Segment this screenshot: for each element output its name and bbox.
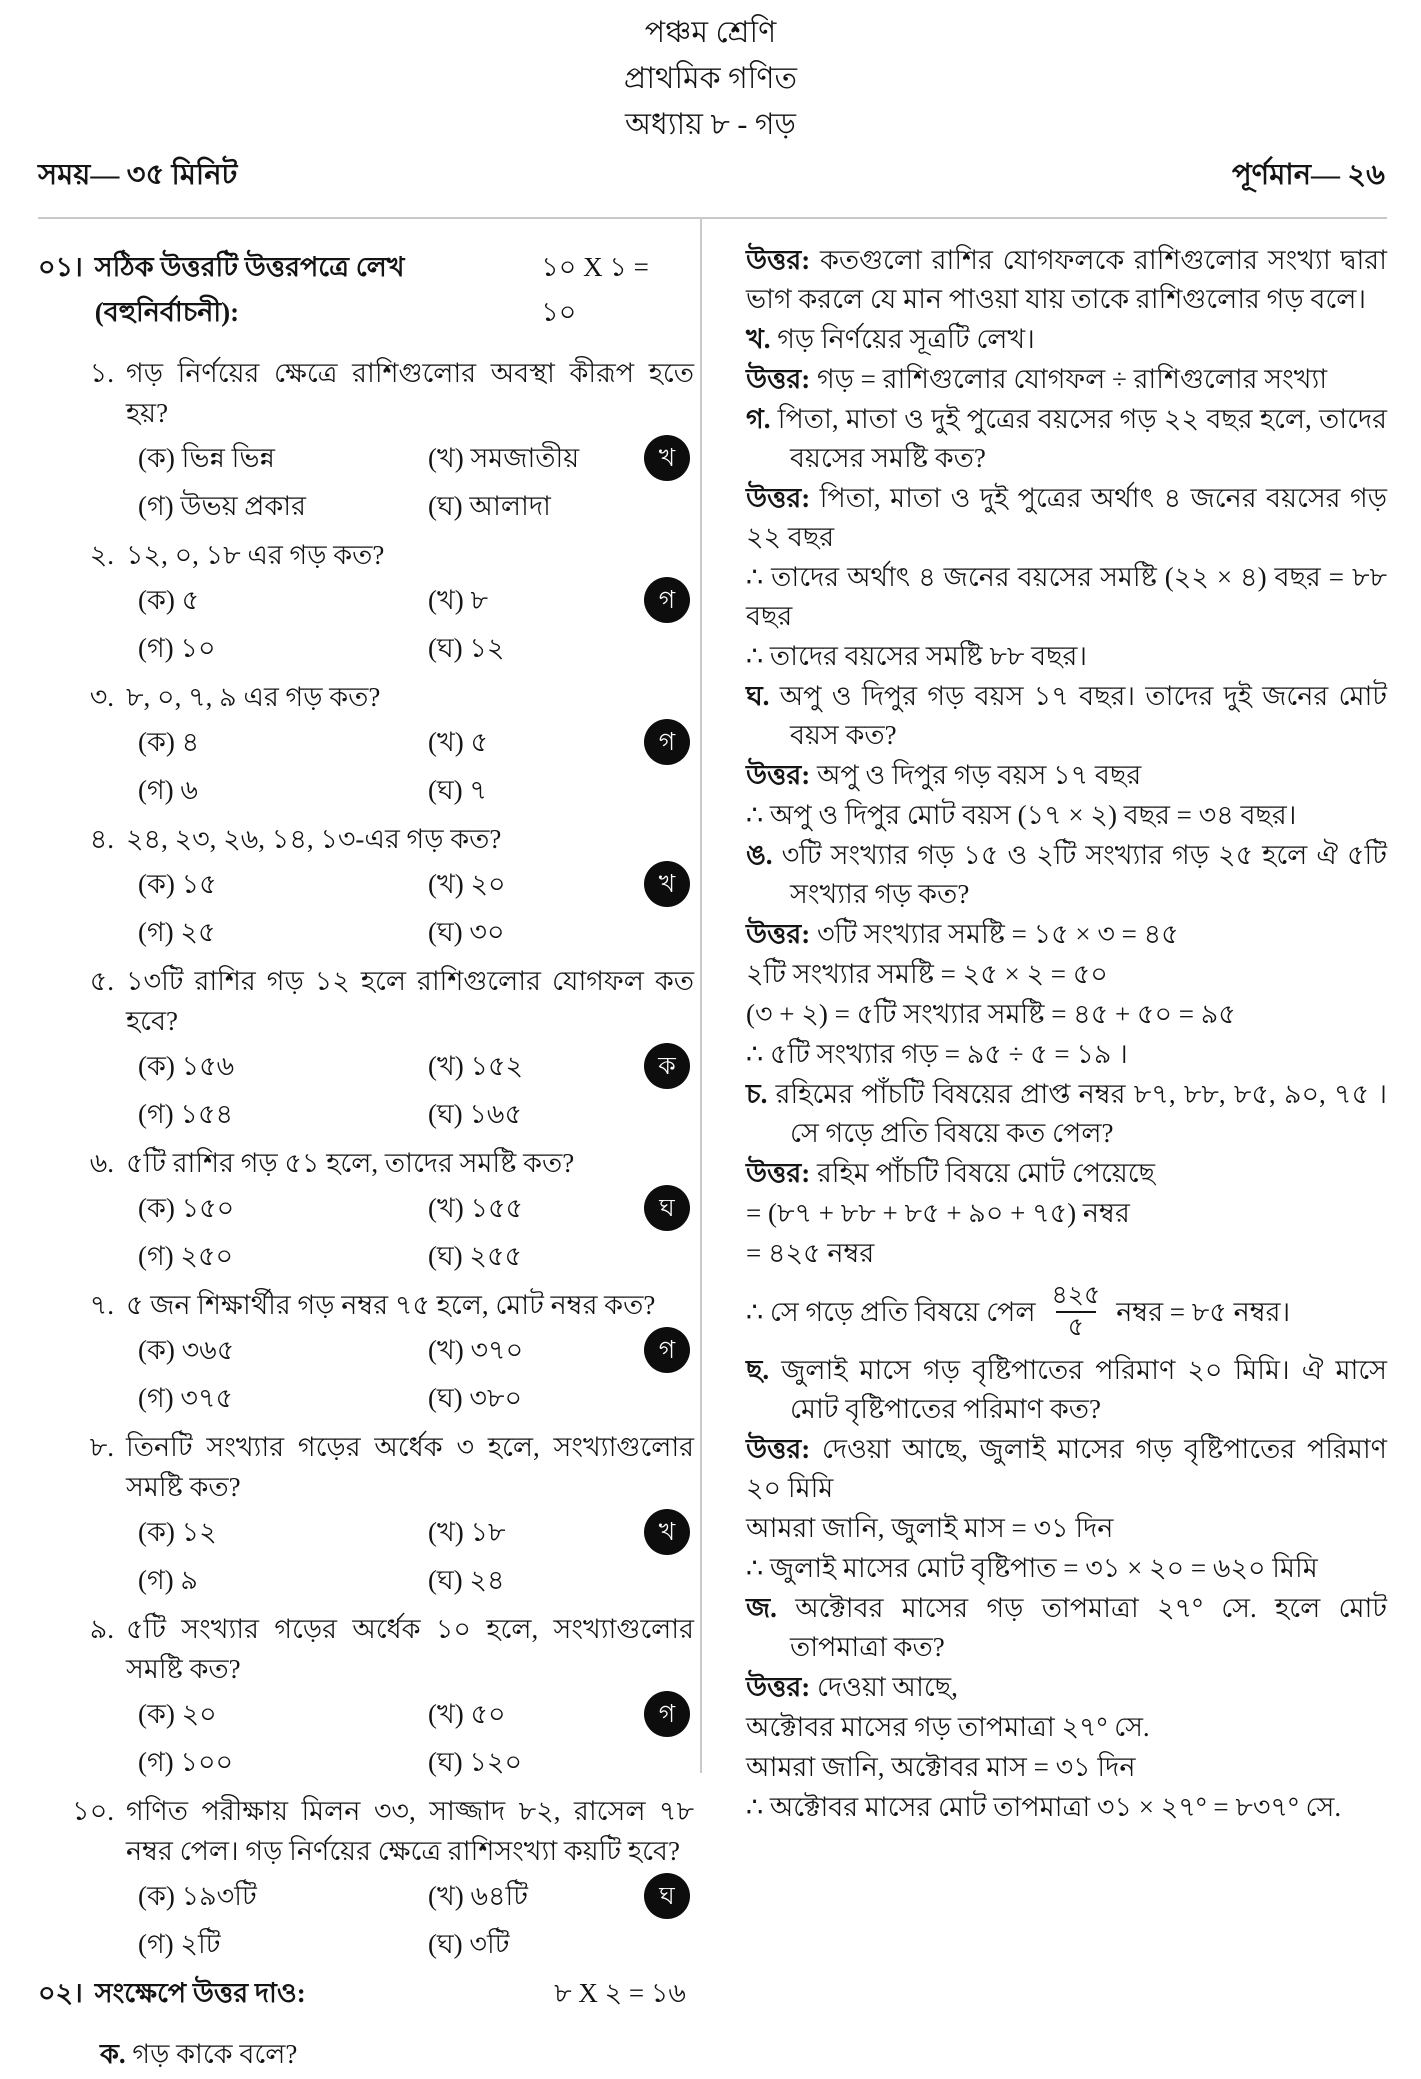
short-question-ka [38,2034,700,2079]
option-c: (গ) উভয় প্রকার [138,491,306,521]
option-b: (খ) ৬৪টি [428,1881,528,1911]
section2-header [38,1973,700,2018]
class-title: পঞ্চম শ্রেণি [644,16,777,49]
question-text: ২৪, ২৩, ২৬, ১৪, ১৩-এর গড় কত? [126,824,502,854]
answer-paragraph: উত্তর: দেওয়া আছে, [746,1672,958,1702]
option-c: (গ) ২টি [138,1929,221,1959]
two-column-body [0,219,1421,2069]
question-number: ২. [89,540,114,570]
question-number: ১. [89,358,114,388]
answer-step: (৩ + ২) = ৫টি সংখ্যার সমষ্টি = ৪৫ + ৫০ = ৯৫ [746,999,1236,1029]
option-d: (ঘ) আলাদা [428,491,551,521]
mcq-question-8 [38,1427,700,1599]
question-number: ১০. [72,1796,114,1826]
answer-question: ঙ. ৩টি সংখ্যার গড় ১৫ ও ২টি সংখ্যার গড় ২৫ হলে ঐ ৫টি সংখ্যার গড় কত? [746,840,1387,909]
question-text: গড় নির্ণয়ের ক্ষেত্রে রাশিগুলোর অবস্থা কীরূপ হতে হয়? [126,358,694,428]
option-a: (ক) ১৫০ [138,1193,235,1223]
question-text: ৫টি রাশির গড় ৫১ হলে, তাদের সমষ্টি কত? [126,1148,575,1178]
answer-question: খ. গড় নির্ণয়ের সূত্রটি লেখ। [746,324,1035,354]
option-c: (গ) ১০ [138,633,216,663]
answer-badge: গ [644,1327,690,1373]
option-b: (খ) ১৫৫ [428,1193,524,1223]
answer-question: ছ. জুলাই মাসে গড় বৃষ্টিপাতের পরিমাণ ২০ মিমি। ঐ মাসে মোট বৃষ্টিপাতের পরিমাণ কত? [746,1355,1388,1424]
mcq-question-10 [38,1791,700,1963]
option-b: (খ) ৫০ [428,1699,506,1729]
time-label: সময়— ৩৫ মিনিট [38,159,238,191]
question-text: ৫ জন শিক্ষার্থীর গড় নম্বর ৭৫ হলে, মোট নম্বর কত? [126,1290,656,1320]
exam-header [0,0,1421,148]
chapter-title: অধ্যায় ৮ - গড় [625,108,796,141]
answer-badge: খ [644,1509,690,1555]
answer-step: ∴ তাদের বয়সের সমষ্টি ৮৮ বছর। [746,641,1088,671]
answer-paragraph: উত্তর: অপু ও দিপুর গড় বয়স ১৭ বছর [746,760,1142,790]
answer-paragraph: উত্তর: কতগুলো রাশির যোগফলকে রাশিগুলোর সংখ্যা দ্বারা ভাগ করলে যে মান পাওয়া যায় তাকে রাশিগুলোর গড় বলে। [746,245,1387,314]
answer-step: ∴ তাদের অর্থাৎ ৪ জনের বয়সের সমষ্টি (২২ × ৪) বছর = ৮৮ বছর [746,562,1387,631]
short-question-label: ক. [100,2039,126,2069]
option-d: (ঘ) ৩০ [428,917,505,947]
mcq-question-7 [38,1285,700,1417]
answers-column [702,219,1421,1822]
answer-step: ∴ অক্টোবর মাসের মোট তাপমাত্রা ৩১ × ২৭° = ৮৩৭° সে. [746,1792,1342,1822]
mcq-question-4 [38,819,700,951]
option-b: (খ) ২০ [428,869,506,899]
question-text: ৮, ০, ৭, ৯ এর গড় কত? [126,682,381,712]
mcq-question-3 [38,677,700,809]
short-question-text: গড় কাকে বলে? [132,2039,298,2069]
answer-step-fraction: ∴ সে গড়ে প্রতি বিষয়ে পেল $\frac{৪২৫}{৫}$ নম্বর = ৮৫ নম্বর। [746,1282,1291,1341]
answer-step: = ৪২৫ নম্বর [746,1238,875,1268]
answer-paragraph: উত্তর: গড় = রাশিগুলোর যোগফল ÷ রাশিগুলোর সংখ্যা [746,364,1328,394]
option-b: (খ) ৮ [428,585,488,615]
option-b: (খ) ৩৭০ [428,1335,524,1365]
option-d: (ঘ) ২৫৫ [428,1241,523,1271]
answer-step: ২টি সংখ্যার সমষ্টি = ২৫ × ২ = ৫০ [746,959,1108,989]
option-c: (গ) ৩৭৫ [138,1383,234,1413]
option-c: (গ) ১৫৪ [138,1099,233,1129]
answer-badge: গ [644,719,690,765]
answer-step: ∴ ৫টি সংখ্যার গড় = ৯৫ ÷ ৫ = ১৯ । [746,1039,1128,1069]
option-b: (খ) ৫ [428,727,488,757]
section2-marks: ৮ X ২ = ১৬ [554,1978,686,2008]
answer-paragraph: উত্তর: ৩টি সংখ্যার সমষ্টি = ১৫ × ৩ = ৪৫ [746,919,1179,949]
option-d: (ঘ) ৩টি [428,1929,510,1959]
question-number: ৬. [89,1148,114,1178]
fraction [1047,1281,1104,1343]
answer-badge: খ [644,435,690,481]
option-b: (খ) সমজাতীয় [428,443,580,473]
option-a: (ক) ১৫ [138,869,217,899]
question-number: ৪. [89,824,114,854]
answer-question: ঘ. অপু ও দিপুর গড় বয়স ১৭ বছর। তাদের দুই জনের মোট বয়স কত? [746,681,1388,750]
mcq-question-9 [38,1609,700,1781]
option-d: (ঘ) ৩৮০ [428,1383,523,1413]
section2-number: ০২। [38,1978,83,2008]
option-a: (ক) ২০ [138,1699,217,1729]
answer-badge: খ [644,861,690,907]
answer-badge: গ [644,577,690,623]
option-d: (ঘ) ১২ [428,633,505,663]
option-c: (গ) ২৫০ [138,1241,234,1271]
section1-title: সঠিক উত্তরটি উত্তরপত্রে লেখ (বহুনির্বাচনী): [94,252,405,327]
question-number: ৫. [89,966,114,996]
option-c: (গ) ১০০ [138,1747,234,1777]
question-number: ৮. [89,1432,114,1462]
option-a: (ক) ৫ [138,585,200,615]
option-a: (ক) ভিন্ন ভিন্ন [138,443,275,473]
answer-badge: ঘ [644,1873,690,1919]
answer-step: ∴ জুলাই মাসের মোট বৃষ্টিপাত = ৩১ × ২০ = ৬২০ মিমি [746,1553,1318,1583]
answer-badge: গ [644,1691,690,1737]
option-a: (ক) ১২ [138,1517,217,1547]
answer-badge: ক [644,1043,690,1089]
answer-question: গ. পিতা, মাতা ও দুই পুত্রের বয়সের গড় ২২ বছর হলে, তাদের বয়সের সমষ্টি কত? [746,404,1388,473]
mcq-question-2 [38,535,700,667]
fraction-numerator: ৪২৫ [1051,1282,1101,1309]
answer-step: আমরা জানি, অক্টোবর মাস = ৩১ দিন [746,1752,1136,1782]
section2-title: সংক্ষেপে উত্তর দাও: [94,1978,306,2008]
question-text: ১২, ০, ১৮ এর গড় কত? [126,540,385,570]
answer-badge: ঘ [644,1185,690,1231]
option-a: (ক) ৩৬৫ [138,1335,235,1365]
option-a: (ক) ১৫৬ [138,1051,235,1081]
answer-question: চ. রহিমের পাঁচটি বিষয়ের প্রাপ্ত নম্বর ৮৭, ৮৮, ৮৫, ৯০, ৭৫ । সে গড়ে প্রতি বিষয়ে কত পেল? [746,1079,1388,1148]
answer-step: আমরা জানি, জুলাই মাস = ৩১ দিন [746,1513,1114,1543]
section1-marks: ১০ X ১ = ১০ [541,252,649,327]
question-text: গণিত পরীক্ষায় মিলন ৩৩, সাজ্জাদ ৮২, রাসেল ৭৮ নম্বর পেল। গড় নির্ণয়ের ক্ষেত্রে রাশিসংখ্যা কয়টি হবে? [126,1796,694,1866]
section1-number: ০১। [38,252,83,282]
answer-step: = (৮৭ + ৮৮ + ৮৫ + ৯০ + ৭৫) নম্বর [746,1198,1130,1228]
question-number: ৭. [89,1290,114,1320]
option-c: (গ) ২৫ [138,917,216,947]
option-c: (গ) ৯ [138,1565,198,1595]
option-b: (খ) ১৮ [428,1517,506,1547]
answer-label: উত্তর: [746,245,811,275]
option-d: (ঘ) ১৬৫ [428,1099,523,1129]
question-text: তিনটি সংখ্যার গড়ের অর্ধেক ৩ হলে, সংখ্যাগুলোর সমষ্টি কত? [126,1432,694,1502]
mcq-column [38,219,700,2069]
question-number: ৯. [89,1614,114,1644]
option-d: (ঘ) ২৪ [428,1565,505,1595]
option-a: (ক) ১৯৩টি [138,1881,257,1911]
mcq-question-6 [38,1143,700,1275]
question-text: ৫টি সংখ্যার গড়ের অর্ধেক ১০ হলে, সংখ্যাগুলোর সমষ্টি কত? [126,1614,694,1684]
mcq-question-5 [38,961,700,1133]
answer-question: জ. অক্টোবর মাসের গড় তাপমাত্রা ২৭° সে. হলে মোট তাপমাত্রা কত? [746,1593,1388,1662]
answer-paragraph: উত্তর: রহিম পাঁচটি বিষয়ে মোট পেয়েছে [746,1158,1155,1188]
fraction-denominator: ৫ [1056,1311,1096,1343]
meta-row [0,148,1421,201]
option-d: (ঘ) ৭ [428,775,487,805]
section1-header [38,247,700,337]
mcq-question-1 [38,353,700,525]
answer-step: অক্টোবর মাসের গড় তাপমাত্রা ২৭° সে. [746,1712,1150,1742]
subject-title: প্রাথমিক গণিত [623,62,798,95]
answer-step: ∴ অপু ও দিপুর মোট বয়স (১৭ × ২) বছর = ৩৪ বছর। [746,800,1297,830]
full-marks-label: পূর্ণমান— ২৬ [1231,159,1385,191]
answer-paragraph: উত্তর: পিতা, মাতা ও দুই পুত্রের অর্থাৎ ৪ জনের বয়সের গড় ২২ বছর [746,483,1387,552]
question-number: ৩. [89,682,114,712]
option-c: (গ) ৬ [138,775,198,805]
option-d: (ঘ) ১২০ [428,1747,523,1777]
option-a: (ক) ৪ [138,727,200,757]
question-text: ১৩টি রাশির গড় ১২ হলে রাশিগুলোর যোগফল কত হবে? [126,966,694,1036]
option-b: (খ) ১৫২ [428,1051,524,1081]
answer-paragraph: উত্তর: দেওয়া আছে, জুলাই মাসের গড় বৃষ্টিপাতের পরিমাণ ২০ মিমি [746,1434,1387,1503]
